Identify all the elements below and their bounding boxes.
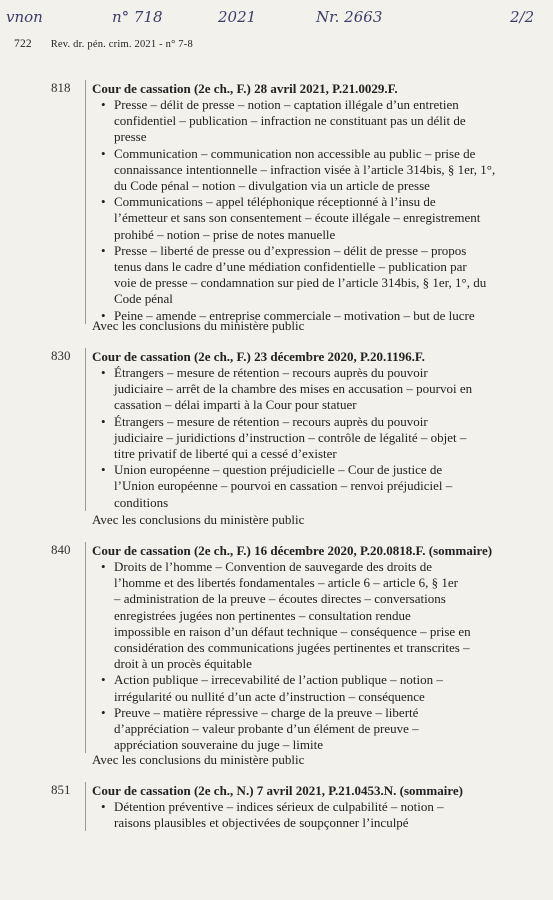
- conclusions-note: Avec les conclusions du ministère public: [92, 752, 305, 767]
- keyword-line: • Action publique – irrecevabilité de l’action publique – notion –: [114, 672, 443, 688]
- keyword-line: droit à un procès équitable: [114, 656, 252, 672]
- keyword-line: impossible en raison d’un défaut technique – conséquence – prise en: [114, 623, 471, 639]
- keyword-bullet: [86, 462, 516, 511]
- keyword-line: Code pénal: [114, 291, 173, 307]
- keyword-line: • Étrangers – mesure de rétention – recours auprès du pouvoir: [114, 365, 428, 380]
- keyword-list: [86, 97, 516, 324]
- keyword-line: l’Union européenne – pourvoi en cassation – renvoi préjudiciel –: [114, 478, 453, 494]
- keyword-line: connaissance intentionnelle – infraction visée à l’article 314bis, § 1er, 1°,: [114, 161, 496, 177]
- keyword-line: • Peine – amende – entreprise commerciale – motivation – but de lucre: [114, 307, 475, 323]
- conclusions-note: Avec les conclusions du ministère public: [92, 318, 305, 333]
- keyword-bullet: [86, 146, 516, 195]
- handwritten-annotations: [0, 6, 553, 28]
- keyword-line: considération des communications jugées pertinentes et transcrites –: [114, 640, 470, 656]
- handwriting-2: n° 718: [112, 8, 163, 26]
- keyword-bullet: [86, 672, 516, 704]
- keyword-line: irrégularité ou nullité d’un acte d’instruction – conséquence: [114, 688, 425, 704]
- keyword-line: • Communications – appel téléphonique réceptionné à l’insu de: [114, 194, 436, 210]
- keyword-list: [86, 365, 516, 511]
- keyword-line: voie de presse – condamnation sur pied de l’article 314bis, § 1er, 1°, du: [114, 275, 487, 291]
- handwriting-4: Nr. 2663: [316, 8, 383, 26]
- keyword-bullet: [86, 559, 516, 672]
- entry-body: [85, 782, 516, 831]
- entry-title: Cour de cassation (2e ch., N.) 7 avril 2021, P.21.0453.N. (sommaire): [92, 783, 463, 798]
- entry-body: [85, 80, 516, 324]
- keyword-line: • Union européenne – question préjudicielle – Cour de justice de: [114, 462, 443, 478]
- keyword-bullet: [86, 243, 516, 308]
- keyword-bullet: [86, 97, 516, 146]
- entry-number: 851: [51, 782, 71, 797]
- keyword-bullet: [86, 194, 516, 243]
- keyword-line: • Détention préventive – indices sérieux de culpabilité – notion –: [114, 799, 444, 814]
- running-header: [14, 38, 193, 50]
- keyword-line: appréciation souveraine du juge – limite: [114, 737, 324, 753]
- conclusions-note: Avec les conclusions du ministère public: [92, 512, 305, 527]
- keyword-line: d’appréciation – valeur probante d’un élément de preuve –: [114, 721, 419, 737]
- handwriting-1: vnon: [6, 8, 43, 26]
- keyword-line: cassation – délai imparti à la Cour pour statuer: [114, 397, 357, 413]
- keyword-line: confidentiel – publication – infraction ne constituant pas un délit de: [114, 113, 466, 129]
- keyword-line: titre privatif de liberté qui a cessé d’exister: [114, 446, 337, 462]
- handwriting-5: 2/2: [510, 8, 535, 26]
- keyword-line: prohibé – notion – prise de notes manuelle: [114, 226, 336, 242]
- keyword-line: • Droits de l’homme – Convention de sauvegarde des droits de: [114, 559, 433, 574]
- keyword-line: • Étrangers – mesure de rétention – recours auprès du pouvoir: [114, 413, 428, 429]
- entry-title: Cour de cassation (2e ch., F.) 23 décembre 2020, P.20.1196.F.: [92, 349, 425, 364]
- keyword-line: l’émetteur et sans son consentement – écoute illégale – enregistrement: [114, 210, 481, 226]
- keyword-line: – administration de la preuve – écoutes directes – conversations: [114, 591, 446, 607]
- keyword-bullet: [86, 705, 516, 754]
- entry-body: [85, 542, 516, 753]
- keyword-line: tenus dans le cadre d’une médiation confidentielle – publication par: [114, 259, 467, 275]
- entry-title: Cour de cassation (2e ch., F.) 16 décembre 2020, P.20.0818.F. (sommaire): [92, 543, 493, 558]
- keyword-line: judiciaire – juridictions d’instruction – contrôle de légalité – objet –: [114, 429, 467, 445]
- page-number: 722: [14, 38, 32, 50]
- entry-number: 818: [51, 80, 71, 95]
- keyword-bullet: [86, 799, 516, 831]
- keyword-line: du Code pénal – notion – divulgation via un article de presse: [114, 178, 430, 194]
- keyword-line: judiciaire – arrêt de la chambre des mises en accusation – pourvoi en: [114, 381, 473, 397]
- keyword-line: • Preuve – matière répressive – charge de la preuve – liberté: [114, 704, 419, 720]
- keyword-line: • Communication – communication non accessible au public – prise de: [114, 145, 476, 161]
- keyword-line: enregistrées jugées non pertinentes – consultation rendue: [114, 607, 411, 623]
- keyword-bullet: [86, 365, 516, 414]
- keyword-line: raisons plausibles et objectivées de soupçonner l’inculpé: [114, 815, 409, 831]
- keyword-list: [86, 799, 516, 831]
- keyword-line: presse: [114, 129, 147, 145]
- handwriting-3: 2021: [218, 8, 257, 26]
- entry-number: 830: [51, 348, 71, 363]
- journal-reference: Rev. dr. pén. crim. 2021 - n° 7-8: [50, 39, 193, 50]
- keyword-line: conditions: [114, 494, 169, 510]
- entry-number: 840: [51, 542, 71, 557]
- entry-title: Cour de cassation (2e ch., F.) 28 avril 2021, P.21.0029.F.: [92, 81, 398, 96]
- keyword-line: • Presse – liberté de presse ou d’expression – délit de presse – propos: [114, 242, 467, 258]
- keyword-line: l’homme et des libertés fondamentales – article 6 – article 6, § 1er: [114, 575, 459, 591]
- keyword-bullet: [86, 414, 516, 463]
- keyword-list: [86, 559, 516, 753]
- entry-body: [85, 348, 516, 511]
- keyword-line: • Presse – délit de presse – notion – captation illégale d’un entretien: [114, 97, 459, 112]
